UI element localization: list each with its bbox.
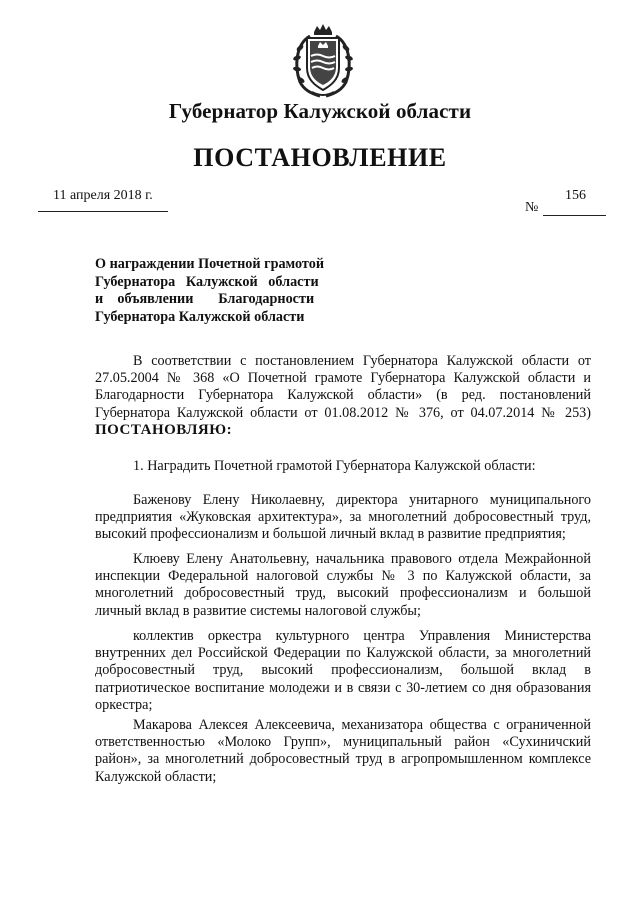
decree-word: ПОСТАНОВЛЯЮ: [95,421,233,438]
item-1-heading: 1. Наградить Почетной грамотой Губернатора Калужской области: [133,458,536,474]
document-subject [95,256,324,326]
awardee-paragraph: коллектив оркестра культурного центра Управления Министерства внутренних дел Российской Федерации по Калужской области, за многолетний добросовестный труд, высокий профессионализм, большой вклад в патриотическое воспитание молодежи и в связи с 30-летием со дня образования оркестра; [95,628,591,713]
document-type-title: ПОСТАНОВЛЕНИЕ [193,143,447,172]
subject-line: Губернатора Калужской области [95,273,319,290]
document-number: 156 [565,188,586,203]
date-underline [38,211,168,212]
coat-of-arms-icon [290,22,356,98]
subject-line: О награждении Почетной грамотой [95,256,324,272]
number-underline [543,215,606,216]
subject-line: и объявлении Благодарности [95,291,315,307]
preamble-text: В соответствии с постановлением Губернатора Калужской области от 27.05.2004 № 368 «О Почетной грамоте Губернатора Калужской области и Благодарности Губернатора Калужской области» (в ред. постановлений Губернатора Калужской области от 01.08.2012 № 376, от 04.07.2014 № 253) [95,353,591,421]
subject-line: Губернатора Калужской области [95,308,305,325]
governor-title: Губернатор Калужской области [168,99,472,123]
awardee-paragraph: Баженову Елену Николаевну, директора унитарного муниципального предприятия «Жуковская архитектура», за многолетний добросовестный труд, высокий профессионализм и большой личный вклад в развитие предприятия; [95,492,591,543]
awardee-paragraph: Макарова Алексея Алексеевича, механизатора общества с ограниченной ответственностью «Молоко Групп», муниципальный район «Сухиничский район», за многолетний добросовестный труд в агропромышленном комплексе Калужской области; [95,717,591,785]
number-sign: № [525,200,539,215]
awardee-paragraph: Клюеву Елену Анатольевну, начальника правового отдела Межрайонной инспекции Федеральной налоговой службы № 3 по Калужской области, за многолетний добросовестный труд, высокий профессионализм и большой личный вклад в развитие системы налоговой службы; [95,551,591,619]
document-date: 11 апреля 2018 г. [53,188,153,203]
preamble-paragraph [95,353,591,439]
